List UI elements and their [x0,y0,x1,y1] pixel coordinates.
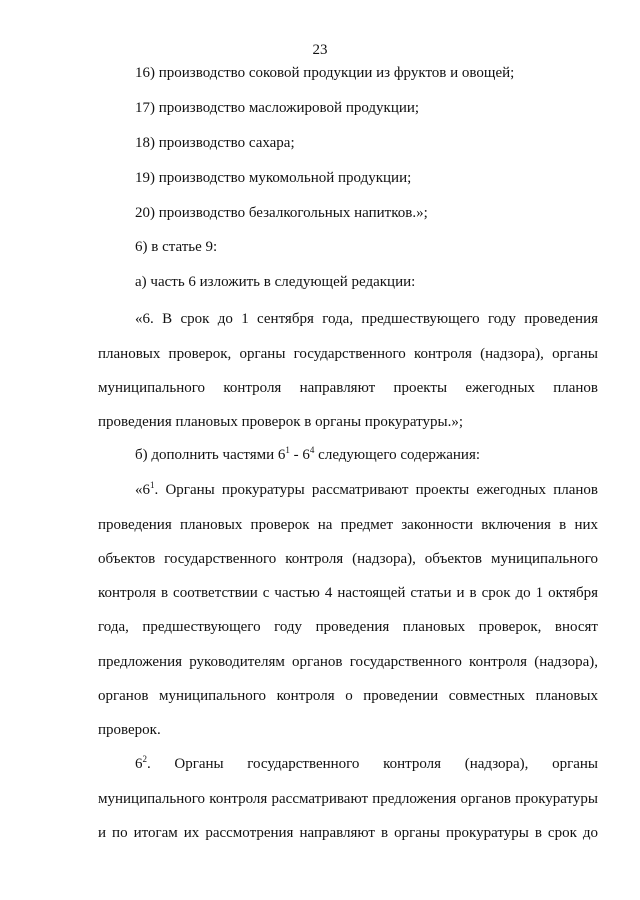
para-6-line-1: «6. В срок до 1 сентября года, предшествующего году проведения [135,311,598,327]
para-61-line-6: предложения руководителям органов государственного контроля (надзора), [98,654,598,670]
para-62-line-2: муниципального контроля рассматривают предложения органов прокуратуры [98,791,598,807]
item-b-sup-4: 4 [309,445,315,455]
item-b-heading [135,446,480,464]
para-6-line-4: проведения плановых проверок в органы прокуратуры.»; [98,414,464,430]
para-6-line-2: плановых проверок, органы государственного контроля (надзора), органы [98,346,598,362]
para-61-rest: . Органы прокуратуры рассматривают проекты ежегодных планов [154,482,598,498]
item-a-heading: а) часть 6 изложить в следующей редакции: [135,274,416,290]
para-62-prefix: 6 [135,756,143,772]
para-62-rest: . Органы государственного контроля (надзора), органы [147,756,598,772]
para-62-sup: 2 [142,754,147,764]
list-item-16: 16) производство соковой продукции из фруктов и овощей; [135,65,515,81]
para-61-line-3: объектов государственного контроля (надзора), объектов муниципального [98,551,598,567]
item-b-prefix: б) дополнить частями 6 [135,447,286,463]
para-62-line-1 [135,755,598,773]
list-item-18: 18) производство сахара; [135,135,295,151]
para-61-line-5: года, предшествующего году проведения плановых проверок, вносят [98,619,598,635]
para-61-line-7: органов муниципального контроля о проведении совместных плановых [98,688,598,704]
item-6-heading: 6) в статье 9: [135,239,218,255]
para-62-line-3: и по итогам их рассмотрения направляют в органы прокуратуры в срок до [98,825,598,841]
list-item-19: 19) производство мукомольной продукции; [135,170,412,186]
para-6-line-3: муниципального контроля направляют проекты ежегодных планов [98,380,598,396]
para-61-prefix: «6 [135,482,150,498]
page-number: 23 [312,42,328,58]
para-61-line-2: проведения плановых проверок на предмет законности включения в них [98,517,598,533]
item-b-middle: - 6 [289,447,310,463]
item-b-sup-1: 1 [285,445,290,455]
item-b-suffix: следующего содержания: [314,447,481,463]
para-61-line-1 [135,481,598,499]
list-item-17: 17) производство масложировой продукции; [135,100,420,116]
para-61-line-4: контроля в соответствии с частью 4 настоящей статьи и в срок до 1 октября [98,585,598,601]
list-item-20: 20) производство безалкогольных напитков.»; [135,205,428,221]
para-61-sup: 1 [150,480,155,490]
para-61-line-8: проверок. [98,722,161,738]
